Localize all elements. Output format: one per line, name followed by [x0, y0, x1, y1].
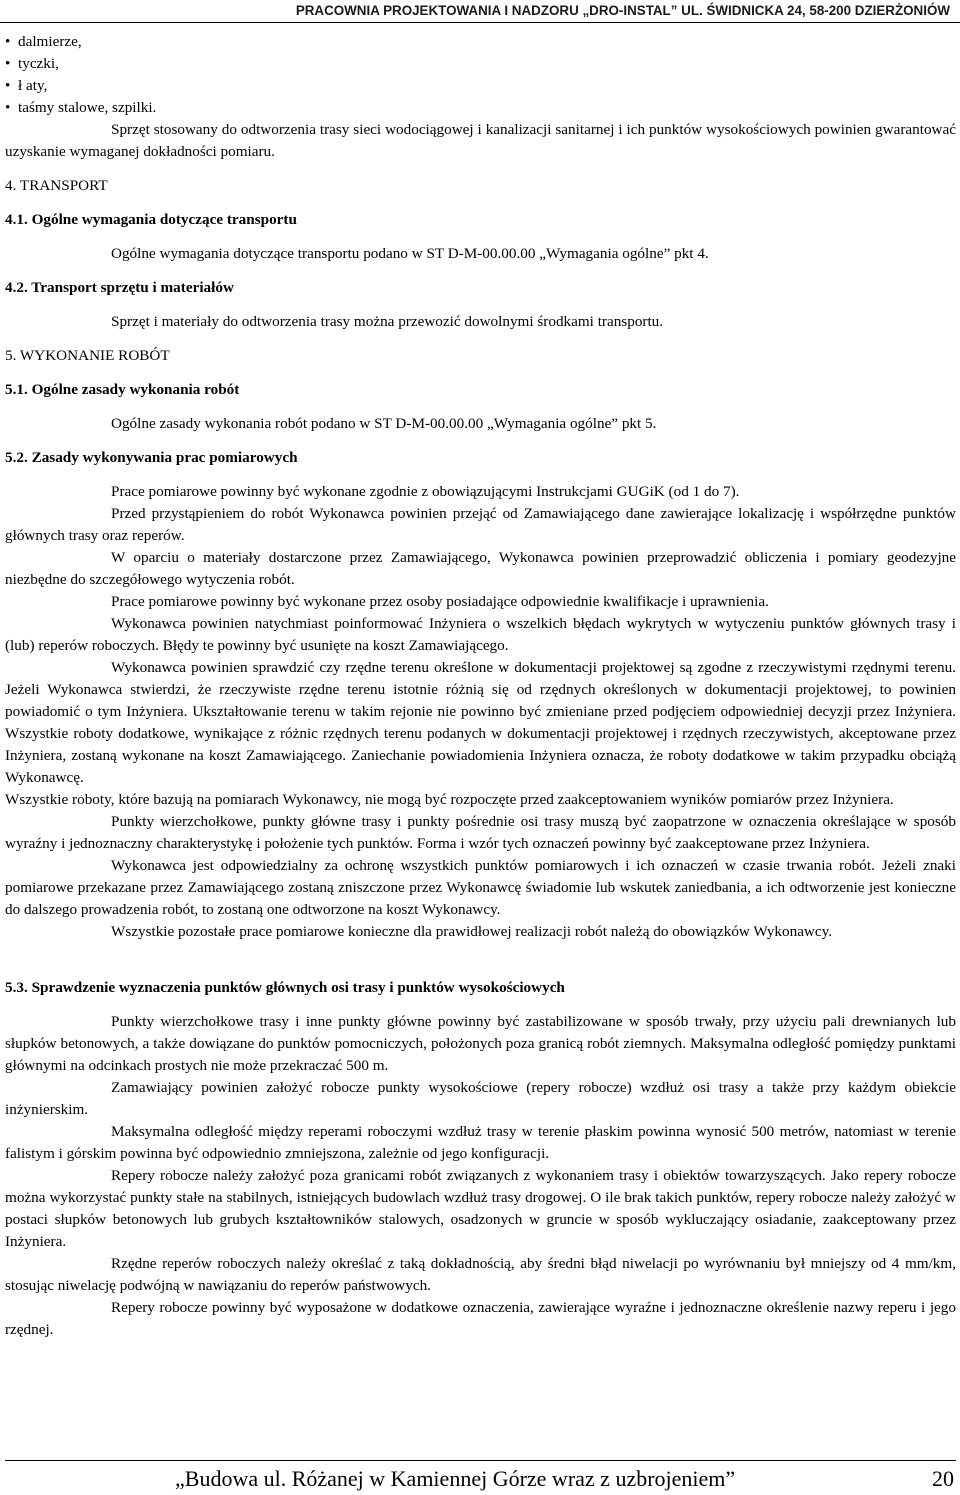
paragraph-5-2-10: Wszystkie pozostałe prace pomiarowe konieczne dla prawidłowej realizacji robót należą do obowiązków Wykonawcy.	[111, 923, 833, 940]
paragraph-5-3-1: Punkty wierzchołkowe trasy i inne punkty główne powinny być zastabilizowane w sposób trwały, przy użyciu pali drewnianych lub słupków betonowych, a także dowiązane do punktów pomocniczych, położonych poza granicą robót ziemnych. Maksymalna odległość pomiędzy punktami głównymi na odcinkach prostych nie może przekraczać 500 m.	[5, 1013, 956, 1074]
paragraph-5-2-3: W oparciu o materiały dostarczone przez Zamawiającego, Wykonawca powinien przeprowadzić obliczenia i pomiary geodezyjne niezbędne do szczegółowego wytyczenia robót.	[5, 549, 956, 588]
paragraph-5-2-9: Wykonawca jest odpowiedzialny za ochronę wszystkich punktów pomiarowych i ich oznaczeń w czasie trwania robót. Jeżeli znaki pomiarowe przekazane przez Zamawiającego zostaną zniszczone przez Wykonawcę świadomie lub wskutek zaniedbania, a ich odtworzenie jest konieczne do dalszego prowadzenia robót, to zostaną one odtworzone na koszt Wykonawcy.	[5, 857, 956, 918]
paragraph-5-2-8: Punkty wierzchołkowe, punkty główne trasy i punkty pośrednie osi trasy muszą być zaopatrzone w oznaczenia określające w sposób wyraźny i jednoznaczny charakterystykę i położenie tych punktów. Forma i wzór tych oznaczeń powinny być zaakceptowane przez Inżyniera.	[5, 813, 956, 852]
list-item: • tyczki,	[5, 53, 956, 75]
page-number: 20	[932, 1466, 954, 1491]
subsection-heading-4-1: 4.1. Ogólne wymagania dotyczące transportu	[5, 211, 297, 228]
footer-title: „Budowa ul. Różanej w Kamiennej Górze wraz z uzbrojeniem”	[175, 1466, 736, 1491]
paragraph-5-2-4: Prace pomiarowe powinny być wykonane przez osoby posiadające odpowiednie kwalifikacje i uprawnienia.	[111, 593, 769, 610]
paragraph-5-3-2: Zamawiający powinien założyć robocze punkty wysokościowe (repery robocze) wzdłuż osi trasy a także przy każdym obiekcie inżynierskim.	[5, 1079, 956, 1118]
paragraph-5-3-6: Repery robocze powinny być wyposażone w dodatkowe oznaczenia, zawierające wyraźne i jednoznaczne określenie nazwy reperu i jego rzędnej.	[5, 1299, 956, 1338]
list-item: • taśmy stalowe, szpilki.	[5, 97, 956, 119]
equipment-list	[5, 31, 956, 119]
document-body	[5, 31, 956, 1341]
paragraph-5-3-4: Repery robocze należy założyć poza granicami robót związanych z wykonaniem trasy i obiektów towarzyszących. Jako repery robocze można wykorzystać punkty stałe na stabilnych, istniejących budowlach wzdłuż trasy drogowej. O ile brak takich punktów, repery robocze należy założyć w postaci słupków betonowych lub grubych kształtowników stalowych, osadzonych w gruncie w sposób wykluczający osiadanie, zaakceptowany przez Inżyniera.	[5, 1167, 956, 1250]
paragraph-equipment: Sprzęt stosowany do odtworzenia trasy sieci wodociągowej i kanalizacji sanitarnej i ich punktów wysokościowych powinien gwarantować uzyskanie wymaganej dokładności pomiaru.	[5, 121, 956, 160]
paragraph-5-1: Ogólne zasady wykonania robót podano w ST D-M-00.00.00 „Wymagania ogólne” pkt 5.	[111, 415, 657, 432]
subsection-heading-4-2: 4.2. Transport sprzętu i materiałów	[5, 279, 234, 296]
paragraph-5-2-7: Wszystkie roboty, które bazują na pomiarach Wykonawcy, nie mogą być rozpoczęte przed zaakceptowaniem wyników pomiarów przez Inżyniera.	[5, 791, 894, 808]
section-heading-works: 5. WYKONANIE ROBÓT	[5, 347, 170, 364]
subsection-heading-5-3: 5.3. Sprawdzenie wyznaczenia punktów głównych osi trasy i punktów wysokościowych	[5, 979, 565, 996]
list-item: • dalmierze,	[5, 31, 956, 53]
paragraph-4-1: Ogólne wymagania dotyczące transportu podano w ST D-M-00.00.00 „Wymagania ogólne” pkt 4.	[111, 245, 709, 262]
paragraph-4-2: Sprzęt i materiały do odtworzenia trasy można przewozić dowolnymi środkami transportu.	[111, 313, 664, 330]
paragraph-5-2-2: Przed przystąpieniem do robót Wykonawca powinien przejąć od Zamawiającego dane zawierające lokalizację i współrzędne punktów głównych trasy oraz reperów.	[5, 505, 956, 544]
page-footer	[5, 1460, 956, 1493]
paragraph-5-2-6: Wykonawca powinien sprawdzić czy rzędne terenu określone w dokumentacji projektowej są zgodne z rzeczywistymi rzędnymi terenu. Jeżeli Wykonawca stwierdzi, że rzeczywiste rzędne terenu istotnie różnią się od rzędnych określonych w dokumentacji projektowej, to powinien powiadomić o tym Inżyniera. Ukształtowanie terenu w takim rejonie nie powinno być zmieniane przed podjęciem odpowiedniej decyzji przez Inżyniera. Wszystkie roboty dodatkowe, wynikające z różnic rzędnych terenu podanych w dokumentacji projektowej i rzędnych rzeczywistych, akceptowane przez Inżyniera, zostaną wykonane na koszt Zamawiającego. Zaniechanie powiadomienia Inżyniera oznacza, że roboty dodatkowe w takim przypadku obciążą Wykonawcę.	[5, 659, 956, 786]
paragraph-5-3-5: Rzędne reperów roboczych należy określać z taką dokładnością, aby średni błąd niwelacji po wyrównaniu był mniejszy od 4 mm/km, stosując niwelację podwójną w nawiązaniu do reperów państwowych.	[5, 1255, 956, 1294]
subsection-heading-5-1: 5.1. Ogólne zasady wykonania robót	[5, 381, 240, 398]
subsection-heading-5-2: 5.2. Zasady wykonywania prac pomiarowych	[5, 449, 298, 466]
paragraph-5-2-5: Wykonawca powinien natychmiast poinformować Inżyniera o wszelkich błędach wykrytych w wytyczeniu punktów głównych trasy i (lub) reperów roboczych. Błędy te powinny być usunięte na koszt Zamawiającego.	[5, 615, 956, 654]
section-heading-transport: 4. TRANSPORT	[5, 177, 108, 194]
paragraph-5-3-3: Maksymalna odległość między reperami roboczymi wzdłuż trasy w terenie płaskim powinna wynosić 500 metrów, natomiast w terenie falistym i górskim powinna być odpowiednio zmniejszona, zależnie od jego konfiguracji.	[5, 1123, 956, 1162]
list-item: • ł aty,	[5, 75, 956, 97]
paragraph-5-2-1: Prace pomiarowe powinny być wykonane zgodnie z obowiązującymi Instrukcjami GUGiK (od 1 do 7).	[111, 483, 740, 500]
page-header: PRACOWNIA PROJEKTOWANIA I NADZORU „DRO-INSTAL” UL. ŚWIDNICKA 24, 58-200 DZIERŻONIÓW	[0, 0, 960, 23]
